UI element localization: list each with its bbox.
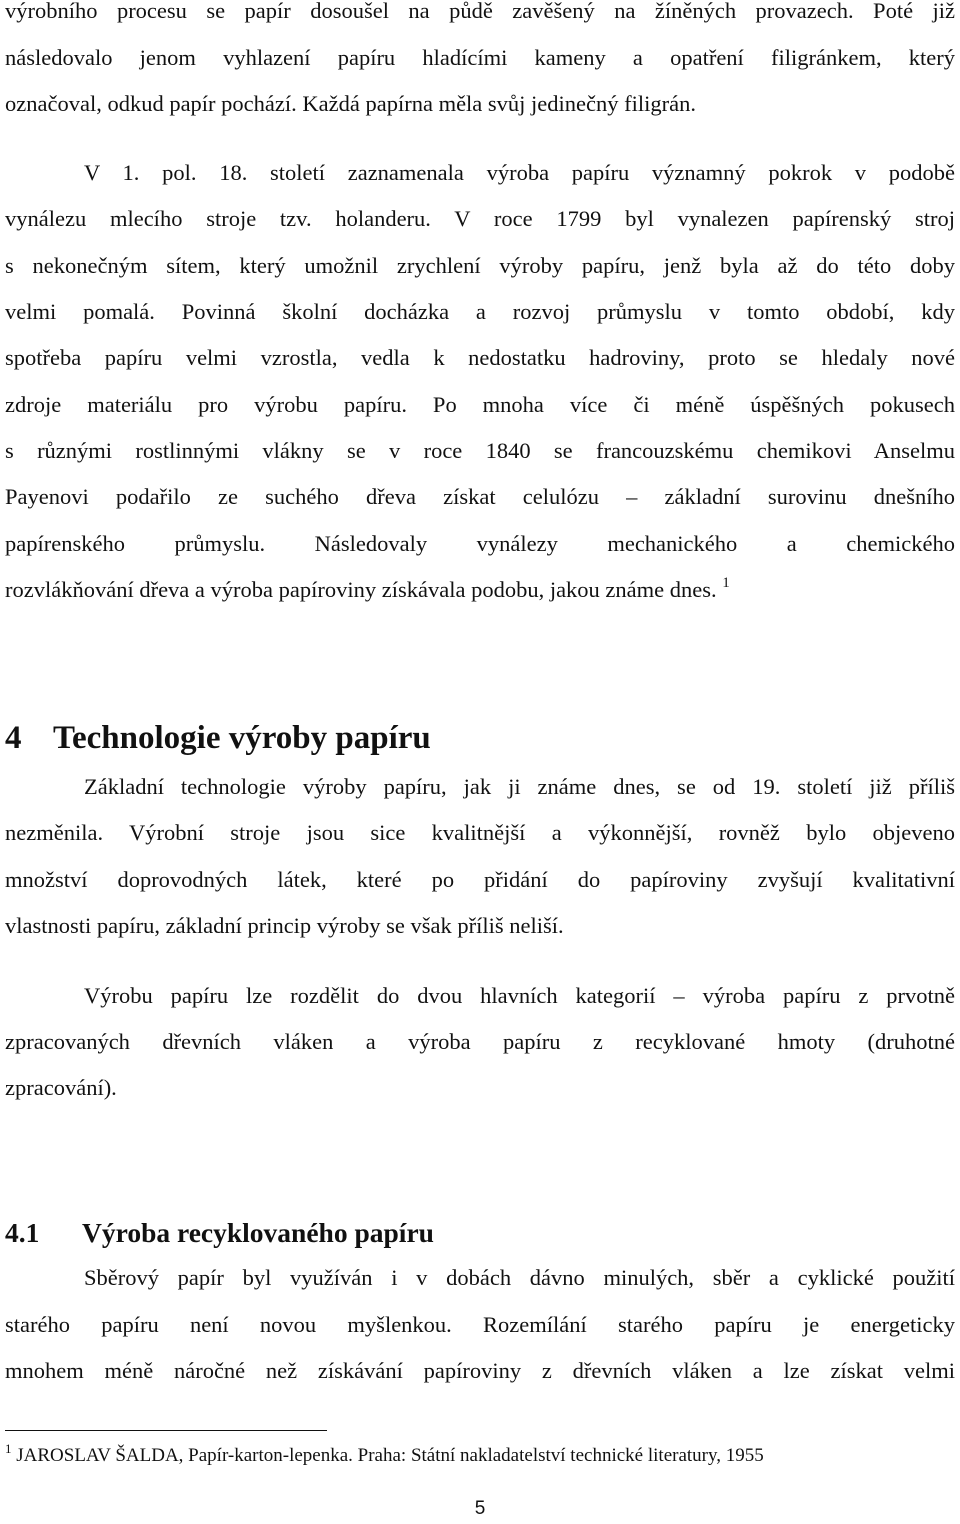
section-heading-4: [5, 716, 431, 760]
paragraph-2-line-9: papírenského průmyslu. Následovaly vynálezy mechanického a chemického: [5, 531, 955, 556]
paragraph-2-line-7: s různými rostlinnými vlákny se v roce 1840 se francouzskému chemikovi Anselmu: [5, 438, 955, 463]
footnote: [5, 1442, 764, 1470]
paragraph-4-line-3: zpracování).: [5, 1075, 117, 1100]
paragraph-5-line-1: Sběrový papír byl využíván i v dobách dávno minulých, sběr a cyklické použití: [84, 1265, 955, 1290]
paragraph-1-line-3: označoval, odkud papír pochází. Každá papírna měla svůj jedinečný filigrán.: [5, 91, 696, 116]
footnote-text: JAROSLAV ŠALDA, Papír-karton-lepenka. Praha: Státní nakladatelství technické literatury, 1955: [16, 1445, 764, 1466]
paragraph-2-line-10-text: rozvlákňování dřeva a výroba papíroviny získávala podobu, jakou známe dnes.: [5, 577, 717, 602]
section-heading-4-1: [5, 1214, 434, 1252]
section-number: 4: [5, 720, 22, 756]
footnote-number: 1: [5, 1441, 12, 1456]
paragraph-5-line-3: mnohem méně náročné než získávání papíroviny z dřevních vláken a lze získat velmi: [5, 1358, 955, 1383]
paragraph-2-line-1: V 1. pol. 18. století zaznamenala výroba papíru významný pokrok v podobě: [84, 160, 955, 185]
paragraph-3-line-4: vlastnosti papíru, základní princip výroby se však příliš neliší.: [5, 913, 564, 938]
section-title: Technologie výroby papíru: [53, 720, 431, 756]
paragraph-4-line-2: zpracovaných dřevních vláken a výroba papíru z recyklované hmoty (druhotné: [5, 1029, 955, 1054]
paragraph-2-line-6: zdroje materiálu pro výrobu papíru. Po mnoha více či méně úspěšných pokusech: [5, 392, 955, 417]
paragraph-3-line-2: nezměnila. Výrobní stroje jsou sice kvalitnější a výkonnější, rovněž bylo objeveno: [5, 820, 955, 845]
paragraph-5-line-2: starého papíru není novou myšlenkou. Rozemílání starého papíru je energeticky: [5, 1312, 955, 1337]
paragraph-2-line-3: s nekonečným sítem, který umožnil zrychlení výroby papíru, jenž byla až do této doby: [5, 253, 955, 278]
paragraph-2-line-2: vynálezu mlecího stroje tzv. holanderu. V roce 1799 byl vynalezen papírenský stroj: [5, 206, 955, 231]
paragraph-1-line-2: následovalo jenom vyhlazení papíru hladícími kameny a opatření filigránkem, který: [5, 45, 955, 70]
paragraph-1-line-1: výrobního procesu se papír dosoušel na půdě zavěšený na žíněných provazech. Poté již: [5, 0, 955, 23]
footnote-separator: [5, 1430, 327, 1431]
paragraph-2-line-4: velmi pomalá. Povinná školní docházka a rozvoj průmyslu v tomto období, kdy: [5, 299, 955, 324]
paragraph-4-line-1: Výrobu papíru lze rozdělit do dvou hlavních kategorií – výroba papíru z prvotně: [84, 983, 955, 1008]
paragraph-2-line-8: Payenovi podařilo ze suchého dřeva získat celulózu – základní surovinu dnešního: [5, 484, 955, 509]
subsection-number: 4.1: [5, 1217, 40, 1248]
paragraph-2-line-5: spotřeba papíru velmi vzrostla, vedla k nedostatku hadroviny, proto se hledaly nové: [5, 345, 955, 370]
subsection-title: Výroba recyklovaného papíru: [82, 1217, 434, 1248]
paragraph-3-line-1: Základní technologie výroby papíru, jak ji známe dnes, se od 19. století již příliš: [84, 774, 955, 799]
page-number: 5: [474, 1498, 486, 1519]
paragraph-3-line-3: množství doprovodných látek, které po přidání do papíroviny zvyšují kvalitativní: [5, 867, 955, 892]
paragraph-2-line-10: [5, 575, 955, 605]
footnote-reference[interactable]: 1: [722, 575, 730, 591]
